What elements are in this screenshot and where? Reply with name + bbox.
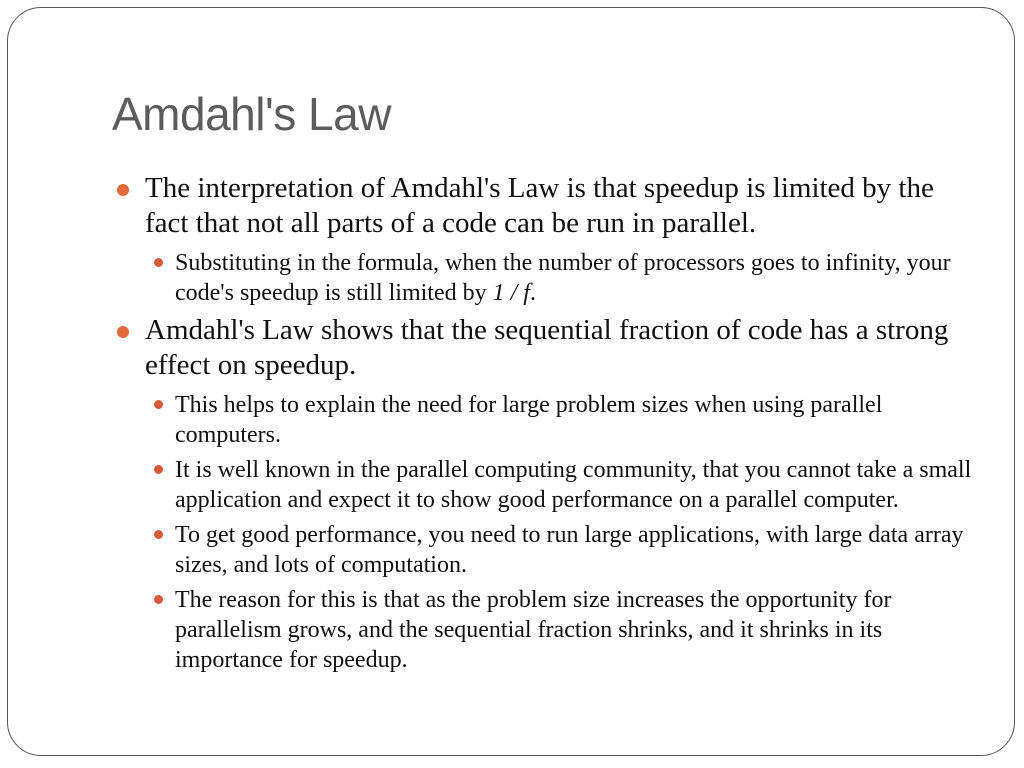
slide-frame bbox=[7, 7, 1015, 756]
bullet-item: The interpretation of Amdahl's Law is that speedup is limited by the fact that not all parts of a code can be run in parallel. bbox=[112, 171, 972, 241]
sub-bullet-text-end: . bbox=[529, 280, 536, 306]
sub-bullet-item: To get good performance, you need to run large applications, with large data array sizes, and lots of computation. bbox=[175, 520, 972, 580]
sub-bullet-item bbox=[175, 248, 972, 308]
bullet-item: Amdahl's Law shows that the sequential fraction of code has a strong effect on speedup. bbox=[112, 313, 972, 383]
slide-title: Amdahl's Law bbox=[112, 88, 391, 140]
sub-bullet-item: This helps to explain the need for large problem sizes when using parallel computers. bbox=[175, 390, 972, 450]
sub-bullet-item: It is well known in the parallel computing community, that you cannot take a small application and expect it to show good performance on a parallel computer. bbox=[175, 457, 972, 513]
formula-text: 1 / f bbox=[492, 280, 530, 306]
sub-bullet-item: The reason for this is that as the problem size increases the opportunity for parallelism grows, and the sequential fraction shrinks, and it shrinks in its importance for speedup. bbox=[175, 585, 972, 675]
sub-bullet-text: Substituting in the formula, when the number of processors goes to infinity, your code's speedup is still limited by bbox=[175, 250, 951, 306]
slide-content bbox=[112, 171, 972, 680]
